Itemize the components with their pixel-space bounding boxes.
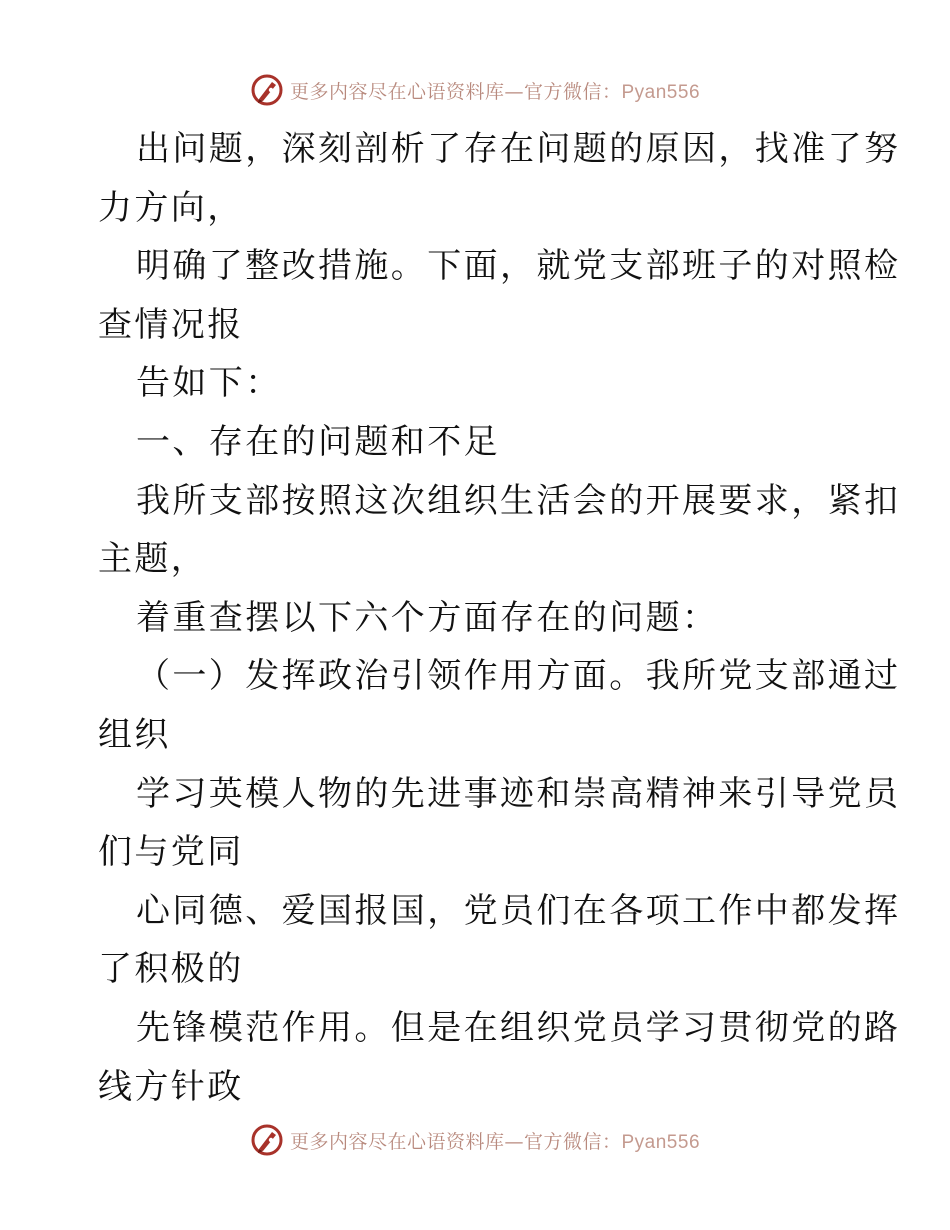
text-line: 们与党同 bbox=[98, 832, 244, 873]
text-line: 心同德、爱国报国，党员们在各项工作中都发挥 bbox=[136, 890, 901, 931]
text-line: 组织 bbox=[98, 714, 171, 755]
text-line: 主题， bbox=[98, 539, 208, 580]
text-line: 着重查摆以下六个方面存在的问题： bbox=[136, 597, 719, 638]
watermark-id: Pyan556 bbox=[621, 1131, 701, 1153]
text-line: 线方针政 bbox=[98, 1066, 244, 1107]
text-line: 一、存在的问题和不足 bbox=[136, 421, 500, 462]
text-line: 查情况报 bbox=[98, 304, 244, 345]
text-line: 先锋模范作用。但是在组织党员学习贯彻党的路 bbox=[136, 1007, 901, 1048]
watermark-text: 更多内容尽在心语资料库—官方微信：Pyan556 bbox=[289, 80, 701, 103]
text-line: 明确了整改措施。下面，就党支部班子的对照检 bbox=[136, 246, 901, 287]
footer-watermark bbox=[0, 1122, 950, 1158]
header-watermark bbox=[0, 72, 950, 108]
pen-circle-logo-icon bbox=[250, 1123, 284, 1157]
text-line: 学习英模人物的先进事迹和崇高精神来引导党员 bbox=[136, 773, 901, 814]
watermark-id: Pyan556 bbox=[621, 81, 701, 103]
text-line: 出问题，深刻剖析了存在问题的原因，找准了努 bbox=[136, 129, 901, 169]
text-line: 了积极的 bbox=[98, 949, 244, 990]
document-body bbox=[98, 120, 901, 1116]
text-line: 告如下： bbox=[136, 363, 282, 404]
pen-circle-logo-icon bbox=[250, 73, 284, 107]
text-line: （一）发挥政治引领作用方面。我所党支部通过 bbox=[136, 656, 901, 697]
text-line: 力方向， bbox=[98, 187, 244, 228]
text-line: 我所支部按照这次组织生活会的开展要求，紧扣 bbox=[136, 480, 901, 521]
watermark-text: 更多内容尽在心语资料库—官方微信：Pyan556 bbox=[289, 1130, 701, 1153]
